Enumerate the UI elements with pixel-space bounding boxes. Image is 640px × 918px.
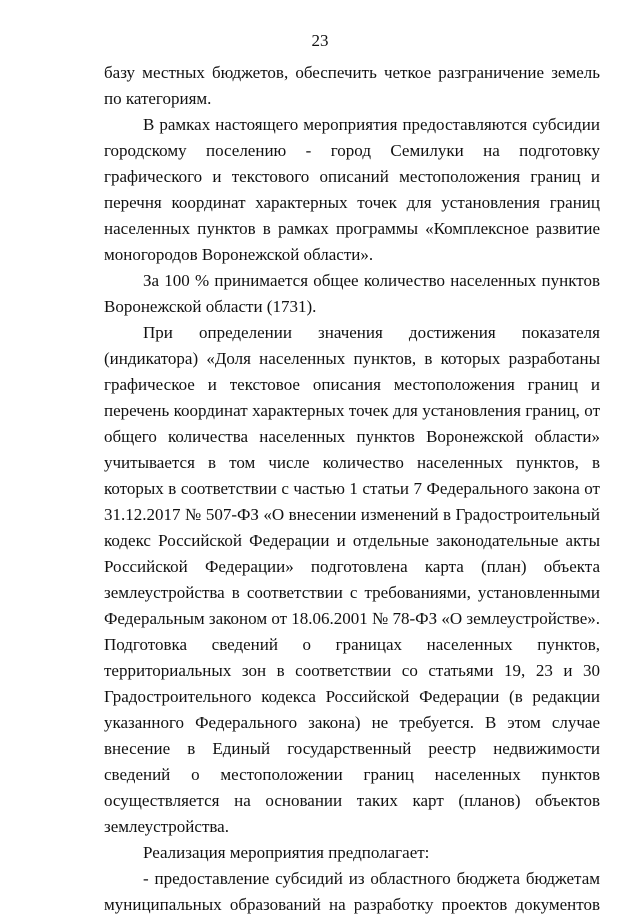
page-number: 23 bbox=[311, 31, 329, 50]
paragraph-subsidies: В рамках настоящего мероприятия предоставляются субсидии городскому поселению - город Семилуки на подготовку графического и текстового описаний местоположения границ и перечня координат характерных точек для установления границ населенных пунктов в рамках программы «Комплексное развитие моногородов Воронежской области». bbox=[104, 115, 600, 264]
paragraph-list-item: - предоставление субсидий из областного бюджета бюджетам муниципальных образований на разработку проектов документов bbox=[104, 869, 600, 914]
document-body bbox=[104, 60, 600, 918]
paragraph-indicator-calculation: При определении значения достижения показателя (индикатора) «Доля населенных пунктов, в которых разработаны графическое и текстовое описания местоположения границ и перечень координат характерных точек для установления границ, от общего количества населенных пунктов Воронежской области» учитывается в том числе количество населенных пунктов, в которых в соответствии с частью 1 статьи 7 Федерального закона от 31.12.2017 № 507-ФЗ «О внесении изменений в Градостроительный кодекс Российской Федерации и отдельные законодательные акты Российской Федерации» подготовлена карта (план) объекта землеустройства в соответствии с требованиями, установленными Федеральным законом от 18.06.2001 № 78-ФЗ «О землеустройстве». Подготовка сведений о границах населенных пунктов, территориальных зон в соответствии со статьями 19, 23 и 30 Градостроительного кодекса Российской Федерации (в редакции указанного Федерального закона) не требуется. В этом случае внесение в Единый государственный реестр недвижимости сведений о местоположении границ населенных пунктов осуществляется на основании таких карт (планов) объектов землеустройства. bbox=[104, 323, 601, 836]
paragraph-continuation: базу местных бюджетов, обеспечить четкое разграничение земель по категориям. bbox=[104, 63, 600, 108]
paragraph-implementation-intro: Реализация мероприятия предполагает: bbox=[143, 843, 430, 862]
paragraph-total-settlements: За 100 % принимается общее количество населенных пунктов Воронежской области (1731). bbox=[104, 271, 600, 316]
